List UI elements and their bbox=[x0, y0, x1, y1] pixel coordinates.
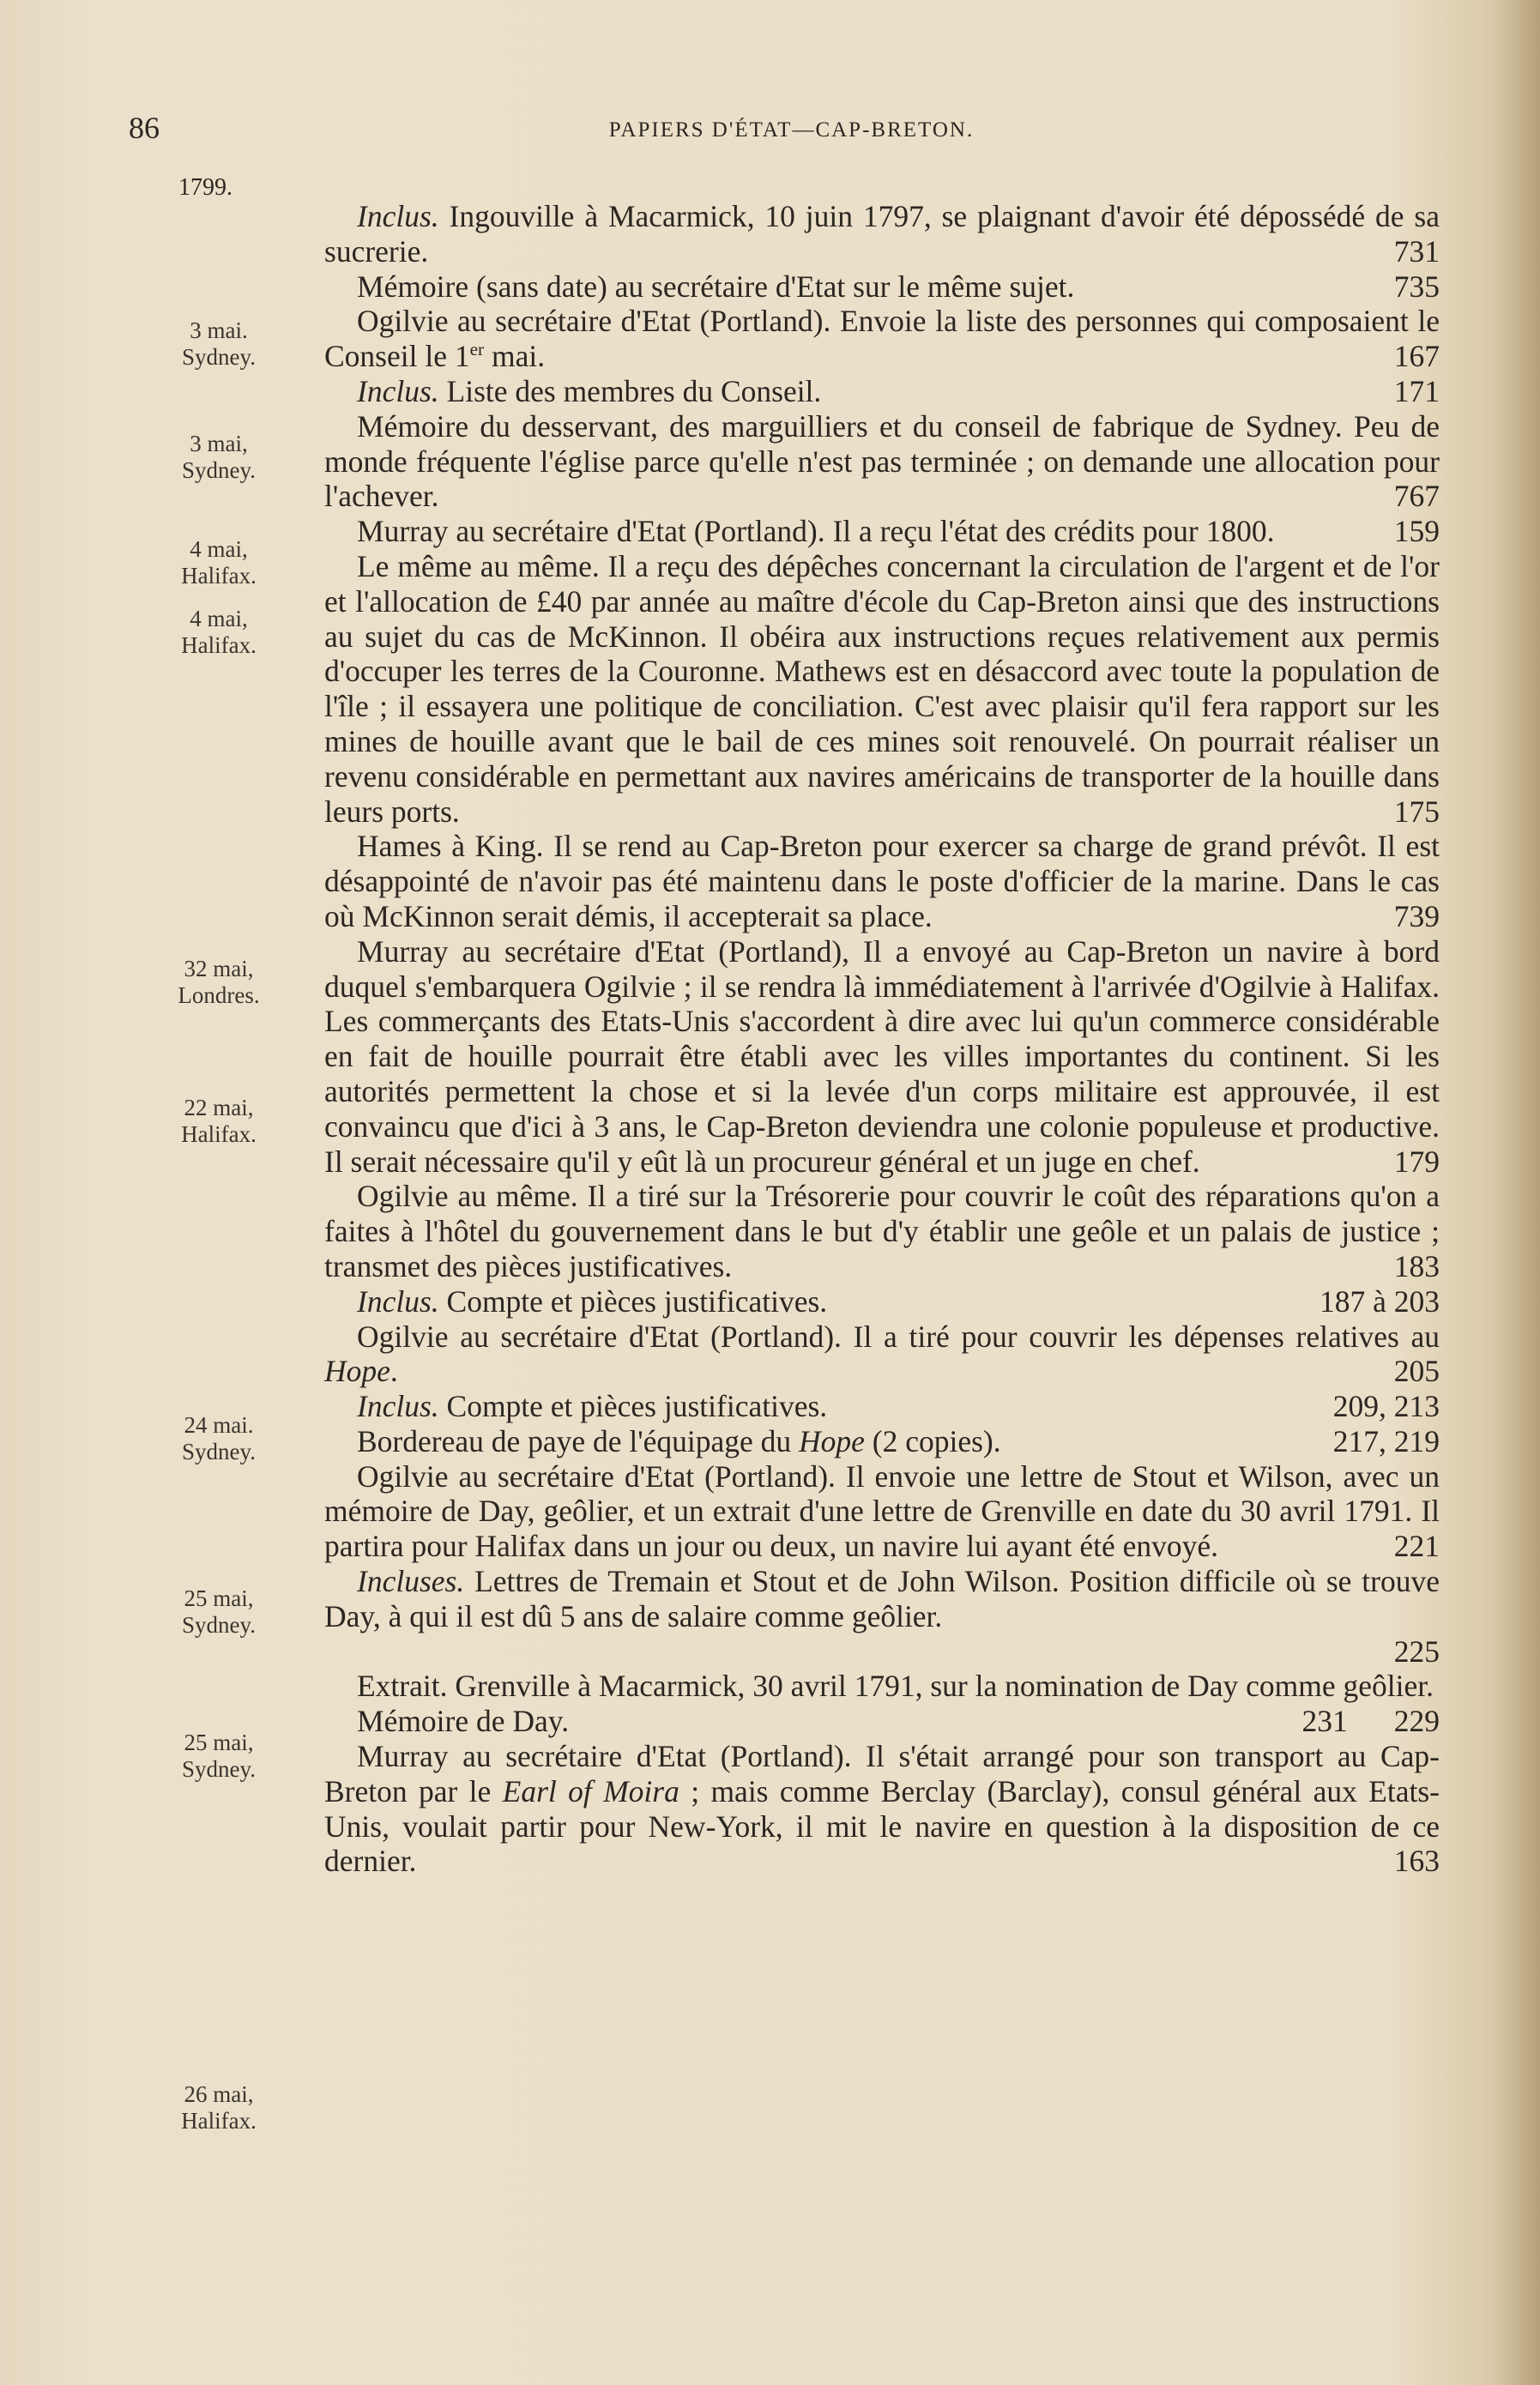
entry: Extrait. Grenville à Macarmick, 30 avril 1791, sur la nomination de Day comme geôlier. 229 bbox=[357, 1669, 1440, 1739]
entry-label: Inclus. bbox=[357, 1389, 439, 1424]
entry: Bordereau de paye de l'équipage du Hope (2 copies). 217, 219 bbox=[357, 1423, 1440, 1458]
year-marker: 1799. bbox=[178, 174, 233, 201]
page-reference: 225 bbox=[1393, 1633, 1440, 1669]
margin-date: 4 mai, Halifax. bbox=[181, 536, 257, 589]
margin-date: 4 mai, Halifax. bbox=[181, 606, 257, 658]
margin-date: 3 mai, Sydney. bbox=[182, 431, 256, 483]
running-title: PAPIERS D'ÉTAT—CAP-BRETON. bbox=[608, 118, 975, 142]
margin-date: 25 mai, Sydney. bbox=[182, 1730, 256, 1782]
page-reference: 221 bbox=[1393, 1529, 1440, 1564]
page-header bbox=[129, 110, 1454, 161]
page-reference: 231 bbox=[1301, 1704, 1348, 1739]
entry: Inclus. Compte et pièces justificatives. 209, 213 bbox=[357, 1389, 1440, 1424]
entry: Hames à King. Il se rend au Cap-Breton pour exercer sa charge de grand prévôt. Il est désappointé de n'avoir pas été maintenu dans le poste d'officier de la marine. Dans le cas où McKinnon serait démis, il accepterait sa place. 739 bbox=[324, 829, 1440, 933]
entry: Inclus. Ingouville à Macarmick, 10 juin 1797, se plaignant d'avoir été dépossédé de sa sucrerie. 731 bbox=[324, 199, 1440, 269]
page-reference: 205 bbox=[1393, 1354, 1440, 1389]
entry: Incluses. Lettres de Tremain et Stout et de John Wilson. Position difficile où se trouve Day, à qui il est dû 5 ans de salaire comme geôlier. 225 bbox=[324, 1564, 1440, 1669]
entry: Ogilvie au secrétaire d'Etat (Portland). Il envoie une lettre de Stout et Wilson, avec un mémoire de Day, geôlier, et un extrait d'une lettre de Grenville en date du 30 avril 1791. Il partira pour Halifax dans un jour ou deux, un navire lui ayant été envoyé. 221 bbox=[324, 1458, 1440, 1564]
page-reference: 735 bbox=[1393, 269, 1440, 304]
page-number: 86 bbox=[129, 111, 160, 145]
entry-label: Incluses. bbox=[357, 1564, 465, 1599]
entry: Ogilvie au même. Il a tiré sur la Trésorerie pour couvrir le coût des réparations qu'on a faites à l'hôtel du gouvernement dans le but d'y établir une geôle et un palais de justice ; transmet des pièces justificatives. 183 bbox=[324, 1179, 1440, 1283]
entry: Mémoire (sans date) au secrétaire d'Etat sur le même sujet. 735 bbox=[357, 269, 1440, 304]
entry: Ogilvie au secrétaire d'Etat (Portland). Envoie la liste des personnes qui composaient le Conseil le 1er mai. 167 bbox=[324, 304, 1440, 374]
page-reference: 175 bbox=[1393, 794, 1440, 829]
entry-label: Inclus. bbox=[357, 373, 439, 408]
page-reference: 739 bbox=[1393, 898, 1440, 933]
entry: Inclus. Compte et pièces justificatives. 187 à 203 bbox=[357, 1283, 1440, 1319]
entry: Murray au secrétaire d'Etat (Portland), Il a envoyé au Cap-Breton un navire à bord duquel s'embarquera Ogilvie ; il se rendra là immédiatement à l'arrivée d'Ogilvie à Halifax. Les commerçants des Etats-Unis s'accordent à dire avec lui qu'un commerce considérable en fait de houille pourrait être établi avec les villes importantes du continent. Si les autorités permettent la chose et si la levée d'un corps militaire est approuvée, il est convaincu que d'ici à 3 ans, le Cap-Breton deviendra une colonie populeuse et productive. Il serait nécessaire qu'il y eût là un procureur général et un juge en chef. 179 bbox=[324, 933, 1440, 1179]
margin-date: 32 mai, Londres. bbox=[178, 956, 260, 1008]
entry: Mémoire de Day. 231 bbox=[357, 1704, 1348, 1739]
page-reference: 731 bbox=[1393, 233, 1440, 269]
page-reference: 179 bbox=[1393, 1144, 1440, 1179]
margin-date: 22 mai, Halifax. bbox=[181, 1095, 257, 1147]
entry: Le même au même. Il a reçu des dépêches concernant la circulation de l'argent et de l'or et l'allocation de £40 par année au maître d'école du Cap-Breton ainsi que des instructions au sujet du cas de McKinnon. Il obéira aux instructions reçues relativement aux permis d'occuper les terres de la Couronne. Mathews est en désaccord avec toute la population de l'île ; il essayera une politique de conciliation. C'est avec plaisir qu'il fera rapport sur les mines de houille avant que le bail de ces mines soit renouvelé. On pourrait réaliser un revenu considérable en permettant aux navires américains de transporter de la houille dans leurs ports. 175 bbox=[324, 548, 1440, 829]
entry: Murray au secrétaire d'Etat (Portland). Il s'était arrangé pour son transport au Cap-Breton par le Earl of Moira ; mais comme Berclay (Barclay), consul général aux Etats-Unis, voulait partir pour New-York, il mit le navire en question à la disposition de ce dernier. 163 bbox=[324, 1739, 1440, 1879]
entry: Ogilvie au secrétaire d'Etat (Portland). Il a tiré pour couvrir les dépenses relatives au Hope. 205 bbox=[324, 1319, 1440, 1389]
entry: Murray au secrétaire d'Etat (Portland). Il a reçu l'état des crédits pour 1800. 159 bbox=[357, 514, 1440, 549]
margin-date: 3 mai. Sydney. bbox=[182, 317, 256, 370]
margin-date: 24 mai. Sydney. bbox=[182, 1412, 256, 1464]
margin-date: 26 mai, Halifax. bbox=[181, 2081, 257, 2134]
page-reference: 209, 213 bbox=[1332, 1389, 1440, 1424]
page-reference: 167 bbox=[1393, 339, 1440, 374]
entry-label: Inclus. bbox=[357, 199, 439, 233]
body-text bbox=[324, 199, 1440, 1879]
page-reference: 183 bbox=[1393, 1248, 1440, 1283]
entry: Mémoire du desservant, des marguilliers et du conseil de fabrique de Sydney. Peu de monde fréquente l'église parce qu'elle n'est pas terminée ; on demande une allocation pour l'achever. 767 bbox=[324, 408, 1440, 514]
page-reference: 187 à 203 bbox=[1319, 1283, 1440, 1319]
page-reference: 229 bbox=[1393, 1704, 1440, 1739]
entry-label: Inclus. bbox=[357, 1283, 439, 1319]
entry: Inclus. Liste des membres du Conseil. 171 bbox=[357, 373, 1440, 408]
page-reference: 767 bbox=[1393, 479, 1440, 514]
page-reference: 171 bbox=[1393, 373, 1440, 408]
page-reference: 217, 219 bbox=[1332, 1423, 1440, 1458]
margin-date: 25 mai, Sydney. bbox=[182, 1585, 256, 1638]
page-reference: 159 bbox=[1393, 514, 1440, 549]
page-reference: 163 bbox=[1393, 1844, 1440, 1879]
